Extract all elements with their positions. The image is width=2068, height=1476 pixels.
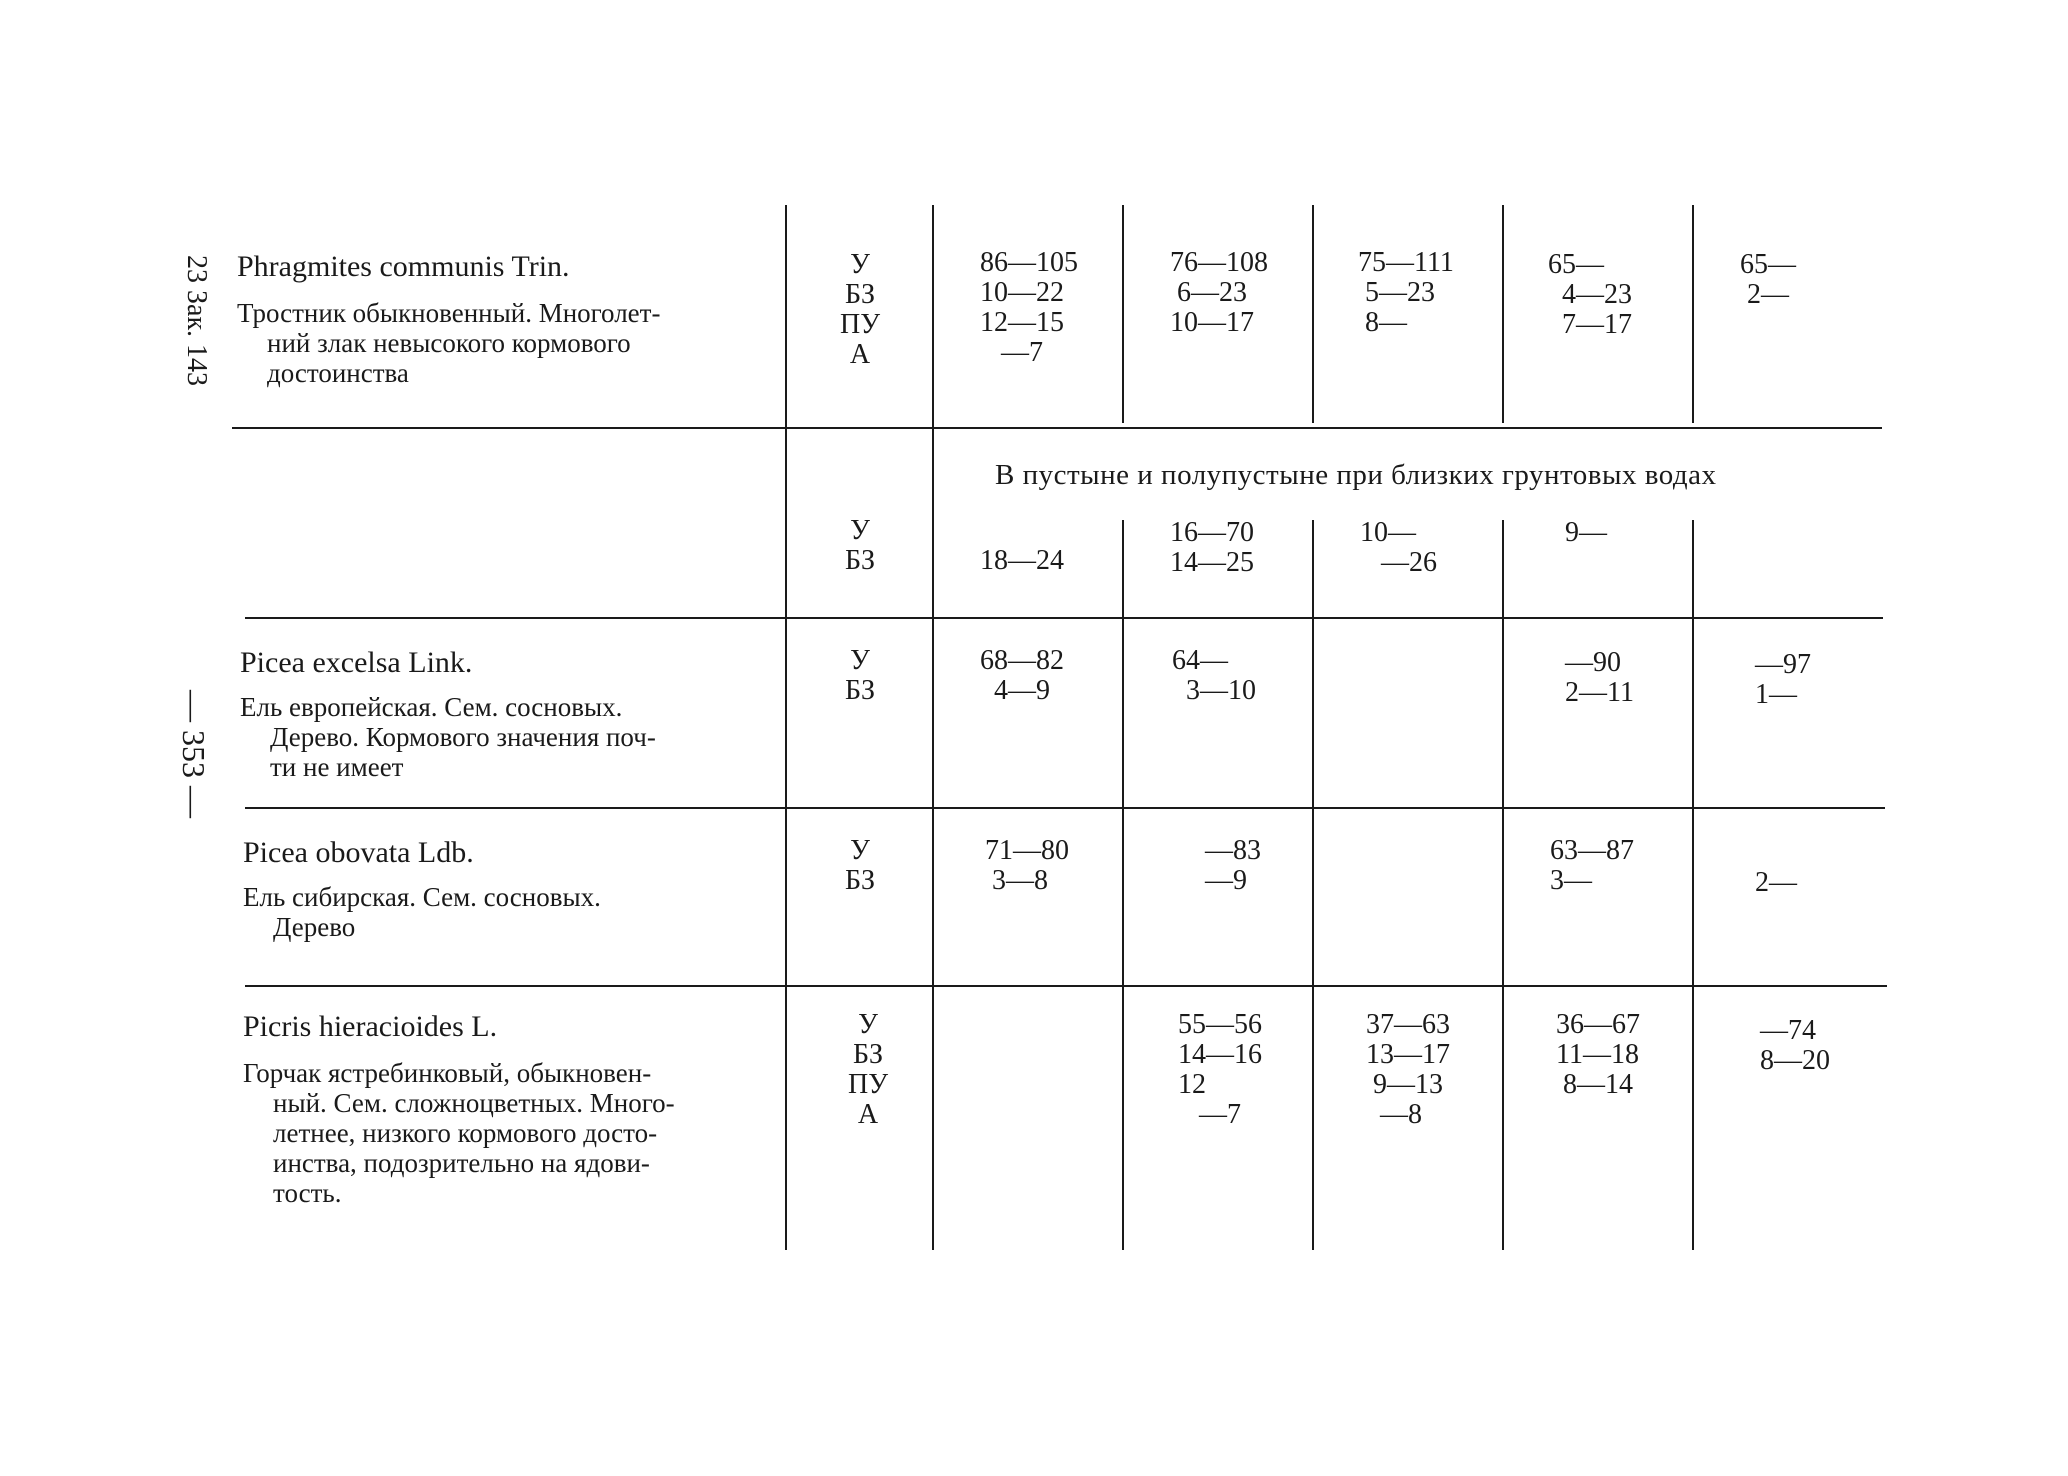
column-divider bbox=[1692, 205, 1694, 423]
species-latin-name: Phragmites communis Trin. bbox=[237, 250, 570, 283]
row-divider bbox=[245, 985, 1887, 987]
species-latin-name: Picea obovata Ldb. bbox=[243, 836, 474, 869]
data-cell: —90 2—11 bbox=[1565, 647, 1634, 708]
data-cell: 86—105 10—22 12—15 —7 bbox=[980, 247, 1078, 368]
row-divider bbox=[232, 427, 1882, 429]
species-description: Ель европейская. Сем. сосновых. Дерево. Кормового значения поч- ти не имеет bbox=[240, 692, 656, 782]
data-cell: 36—67 11—18 8—14 bbox=[1556, 1009, 1640, 1100]
indicator-codes: У БЗ bbox=[844, 645, 876, 706]
column-divider bbox=[785, 205, 787, 1250]
data-cell: —97 1— bbox=[1755, 649, 1811, 710]
data-cell: 16—70 14—25 bbox=[1170, 517, 1254, 578]
data-cell: 37—63 13—17 9—13 —8 bbox=[1366, 1009, 1450, 1130]
data-cell: 18—24 bbox=[980, 545, 1064, 576]
data-cell: 65— 4—23 7—17 bbox=[1548, 249, 1632, 340]
data-cell: —74 8—20 bbox=[1760, 1015, 1830, 1076]
indicator-codes: У БЗ bbox=[844, 515, 876, 576]
column-divider bbox=[1312, 520, 1314, 1250]
species-description: Горчак ястребинковый, обыкновен- ный. Сем. сложноцветных. Много- летнее, низкого кормового досто- инства, подозрительно на ядови- тость. bbox=[243, 1058, 675, 1208]
species-description: Тростник обыкновенный. Многолет- ний злак невысокого кормового достоинства bbox=[237, 298, 661, 388]
column-divider bbox=[1122, 205, 1124, 423]
data-cell: 65— 2— bbox=[1740, 249, 1796, 310]
data-cell: 2— bbox=[1755, 867, 1797, 898]
indicator-codes: У БЗ bbox=[844, 835, 876, 896]
column-divider bbox=[1312, 205, 1314, 423]
data-cell: 68—82 4—9 bbox=[980, 645, 1064, 706]
species-latin-name: Picris hieracioides L. bbox=[243, 1010, 498, 1043]
data-cell: 10— —26 bbox=[1360, 517, 1437, 578]
data-cell: —83 —9 bbox=[1205, 835, 1261, 896]
species-description: Ель сибирская. Сем. сосновых. Дерево bbox=[243, 882, 601, 942]
order-note: 23 Зак. 143 bbox=[181, 255, 212, 387]
data-cell: 9— bbox=[1565, 517, 1607, 548]
data-cell: 63—87 3— bbox=[1550, 835, 1634, 896]
indicator-codes: У БЗ ПУ А bbox=[839, 249, 881, 370]
section-heading: В пустыне и полупустыне при близких грунтовых водах bbox=[995, 459, 1717, 491]
data-cell: 76—108 6—23 10—17 bbox=[1170, 247, 1268, 338]
column-divider bbox=[1502, 205, 1504, 423]
column-divider bbox=[1692, 520, 1694, 1250]
data-cell: 55—56 14—16 12 —7 bbox=[1178, 1009, 1262, 1130]
column-divider bbox=[1502, 520, 1504, 1250]
data-cell: 75—111 5—23 8— bbox=[1358, 247, 1454, 338]
column-divider bbox=[1122, 520, 1124, 1250]
data-cell: 71—80 3—8 bbox=[985, 835, 1069, 896]
row-divider bbox=[245, 807, 1885, 809]
species-latin-name: Picea excelsa Link. bbox=[240, 646, 473, 679]
column-divider bbox=[932, 205, 934, 1250]
row-divider bbox=[245, 617, 1883, 619]
indicator-codes: У БЗ ПУ А bbox=[847, 1009, 889, 1130]
page-number: — 353 — bbox=[176, 690, 212, 818]
data-cell: 64— 3—10 bbox=[1172, 645, 1256, 706]
